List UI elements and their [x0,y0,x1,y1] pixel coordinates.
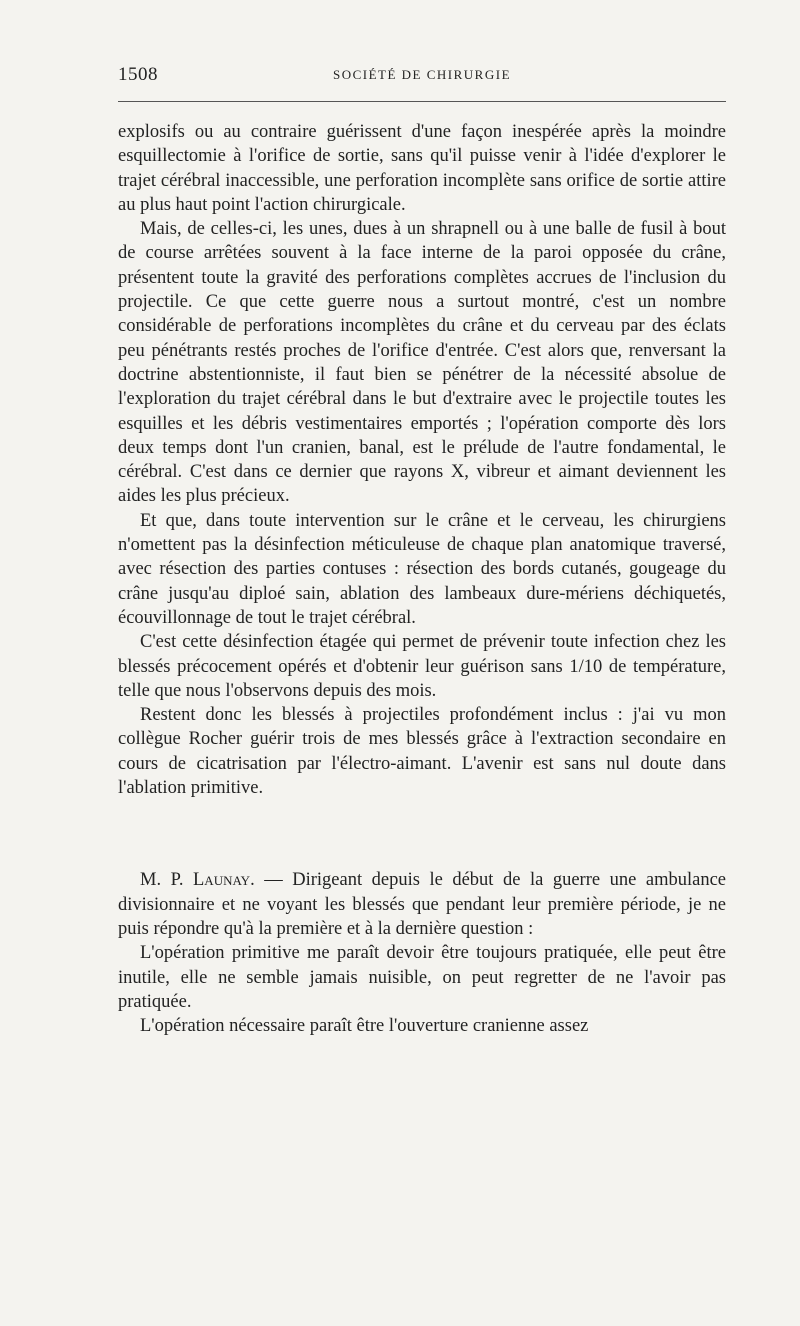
paragraph: Mais, de celles-ci, les unes, dues à un shrapnell ou à une balle de fusil à bout de course arrêtées souvent à la face interne de la paroi opposée du crâne, présentent toute la gravité des perforations complètes accrues de l'inclusion du projectile. Ce que cette guerre nous a surtout montré, c'est un nombre considérable de perforations incomplètes du crâne et du cerveau par des éclats peu pénétrants restés proches de l'orifice d'entrée. C'est alors que, renversant la doctrine abstentionniste, il faut bien se pénétrer de la nécessité absolue de l'exploration du trajet cérébral dans le but d'extraire avec le projectile toutes les esquilles et les débris vestimentaires emportés ; l'opération comporte dès lors deux temps dont l'un cranien, banal, est le prélude de l'autre fondamental, le cérébral. C'est dans ce dernier que rayons X, vibreur et aimant deviennent les aides les plus précieux. [118,219,726,507]
running-title: SOCIÉTÉ DE CHIRURGIE [332,67,512,82]
header-rule [118,101,726,102]
page-header [118,64,726,90]
paragraph: Et que, dans toute intervention sur le crâne et le cerveau, les chirurgiens n'omettent pas la désinfection méticuleuse de chaque plan anatomique traversé, avec résection des parties contuses : résection des bords cutanés, gougeage du crâne jusqu'au diploé sain, ablation des lambeaux dure-mériens déchiquetés, écouvillonnage de tout le trajet cérébral. [118,510,726,628]
page-number: 1508 [118,64,158,85]
paragraph: Restent donc les blessés à projectiles profondément inclus : j'ai vu mon collègue Rocher guérir trois de mes blessés grâce à l'extraction secondaire en cours de cicatrisation par l'électro-aimant. L'avenir est sans nul doute dans l'ablation primitive. [118,705,726,799]
paragraph: L'opération primitive me paraît devoir être toujours pratiquée, elle peut être inutile, elle ne semble jamais nuisible, on peut regretter de ne l'avoir pas pratiquée. [118,943,726,1012]
paragraph: explosifs ou au contraire guérissent d'une façon inespérée après la moindre esquillectomie à l'orifice de sortie, sans qu'il puisse venir à l'idée d'explorer le trajet cérébral inaccessible, une perforation incomplète sans orifice de sortie attire au plus haut point l'action chirurgicale. [118,122,726,215]
body-text [118,120,726,1038]
speaker-initial: M. P. [140,870,184,891]
paragraph: L'opération nécessaire paraît être l'ouverture cranienne assez [140,1016,589,1037]
speaker-paragraph: M. P. Launay. — Dirigeant depuis le début de la guerre une ambulance divisionnaire et ne voyant les blessés que pendant leur première période, je ne puis répondre qu'à la première et à la dernière question : [118,870,726,939]
speaker-name: Launay [193,870,251,891]
speaker-text: Dirigeant depuis le début de la guerre une ambulance divisionnaire et ne voyant les blessés que pendant leur première période, je ne puis répondre qu'à la première et à la dernière question : [118,870,726,939]
paragraph: C'est cette désinfection étagée qui permet de prévenir toute infection chez les blessés précocement opérés et d'obtenir leur guérison sans 1/10 de température, telle que nous l'observons depuis des mois. [118,632,726,701]
section-gap [118,800,726,868]
speaker-dash: — [264,870,283,891]
